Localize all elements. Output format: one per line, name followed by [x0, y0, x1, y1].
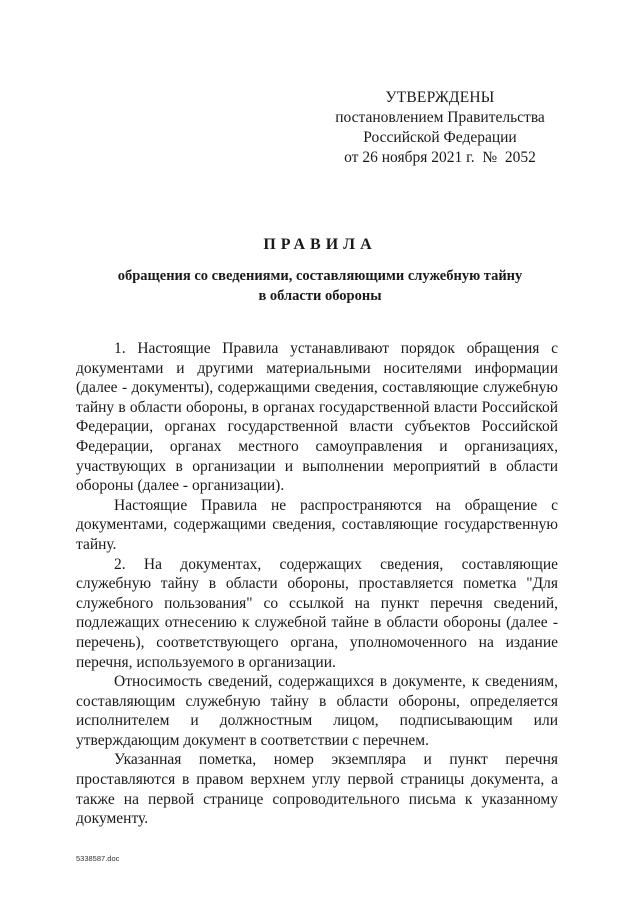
document-title: ПРАВИЛА: [263, 236, 377, 253]
paragraph-1: 1. Настоящие Правила устанавливают порядок обращения с документами и другими материальными носителями информации (далее - документы), содержащими сведения, составляющие служебную тайну в области обороны, в органах государственной власти Российской Федерации, органах государственной власти субъектов Российской Федерации, органах местного самоуправления и организациях, участвующих в организации и выполнении мероприятий в области обороны (далее - организации).: [76, 340, 558, 495]
paragraph-3: 2. На документах, содержащих сведения, составляющие служебную тайну в области обороны, проставляется пометка "Для служебного пользования" со ссылкой на пункт перечня сведений, подлежащих отнесению к служебной тайне в области обороны (далее - перечень), соответствующего органа, уполномоченного на издание перечня, используемого в организации.: [76, 555, 558, 671]
approval-line-resolution: постановлением Правительства: [335, 109, 545, 126]
paragraph-4: Относимость сведений, содержащихся в документе, к сведениям, составляющим служебную тайну в области обороны, определяется исполнителем и должностным лицом, подписывающим или утверждающим документ в соответствии с перечнем.: [76, 673, 558, 749]
approval-line-federation: Российской Федерации: [363, 129, 517, 146]
paragraph-2: Настоящие Правила не распространяются на обращение с документами, содержащими сведения, составляющие государственную тайну.: [76, 496, 558, 553]
approval-block: [330, 88, 550, 168]
approval-line-date-number: от 26 ноября 2021 г. № 2052: [344, 149, 536, 166]
document-file-code: 5338587.doc: [76, 854, 120, 863]
approval-title: УТВЕРЖДЕНЫ: [385, 89, 495, 106]
document-body: [76, 339, 558, 829]
paragraph-5: Указанная пометка, номер экземпляра и пункт перечня проставляются в правом верхнем углу первой страницы документа, а также на первой странице сопроводительного письма к указанному документу.: [76, 751, 558, 828]
document-subtitle-line-2: в области обороны: [258, 288, 382, 304]
document-heading: [70, 236, 570, 306]
document-subtitle-line-1: обращения со сведениями, составляющими служебную тайну: [117, 268, 523, 284]
